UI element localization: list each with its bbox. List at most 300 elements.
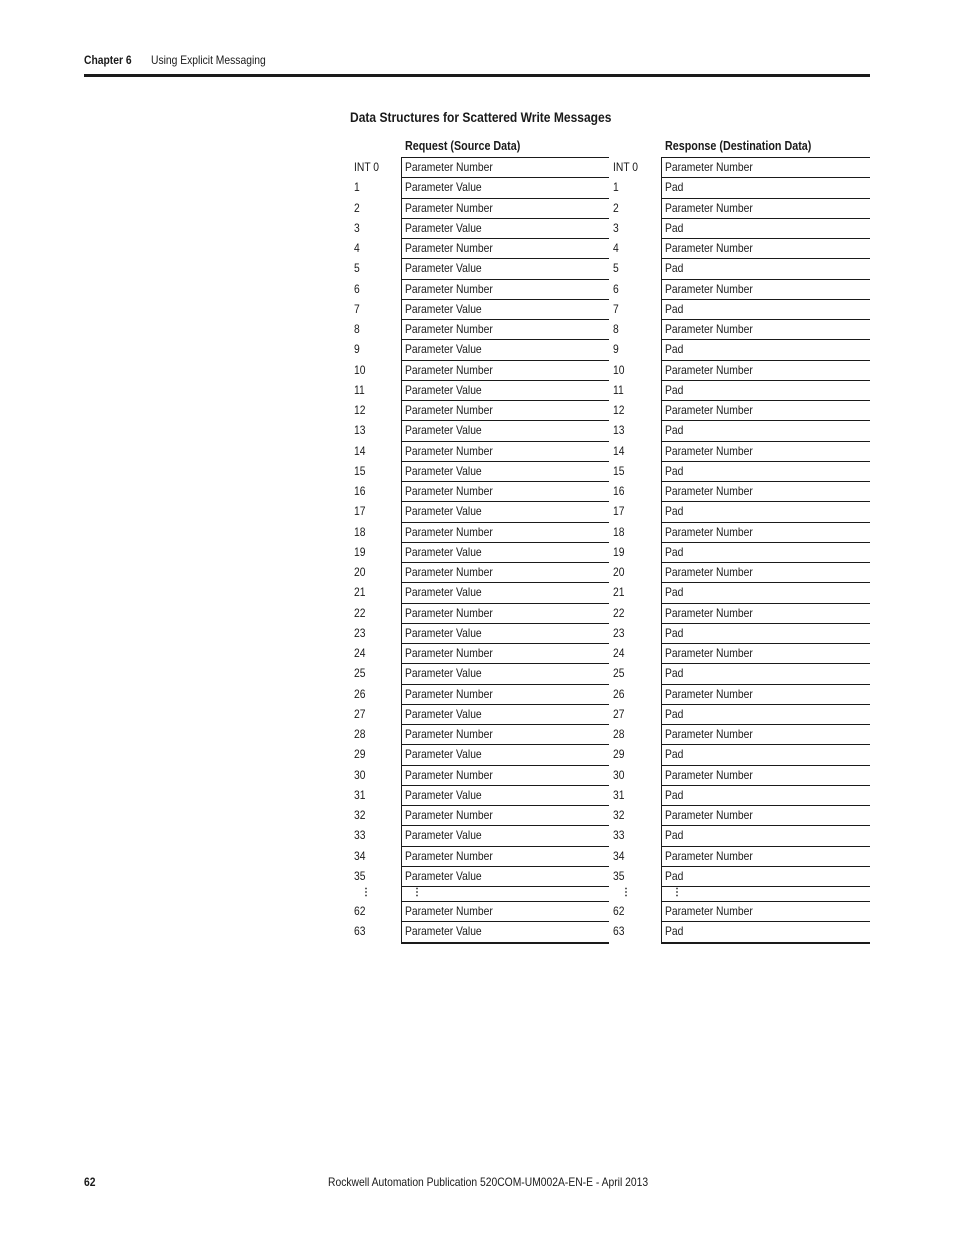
response-cell	[665, 180, 686, 194]
row-divider	[661, 724, 870, 725]
request-row-index: 31	[354, 787, 366, 802]
row-divider	[401, 744, 609, 745]
request-row-index: 7	[354, 301, 360, 316]
request-cell-text: Parameter Value	[405, 787, 482, 802]
row-divider	[401, 461, 609, 462]
response-cell	[665, 768, 767, 782]
request-cell	[405, 241, 507, 255]
request-cell-text: Parameter Number	[405, 160, 493, 174]
response-row-index: 18	[613, 524, 625, 539]
response-cell	[665, 525, 767, 539]
response-cell-text: Pad	[665, 924, 684, 939]
request-cell	[405, 727, 507, 741]
request-cell	[405, 869, 494, 883]
request-cell	[405, 302, 494, 316]
response-box-border	[661, 157, 662, 944]
response-row-index: 17	[613, 504, 625, 519]
response-row-index: 29	[613, 747, 625, 762]
index-ellipsis: ⋮	[361, 887, 371, 898]
request-cell-text: Parameter Number	[405, 646, 493, 660]
response-cell	[665, 828, 686, 842]
response-cell	[665, 747, 686, 761]
row-divider	[661, 765, 870, 766]
response-cell-text: Parameter Number	[665, 565, 753, 579]
response-row-index: 26	[613, 686, 625, 701]
request-cell-text: Parameter Value	[405, 585, 482, 600]
row-divider	[661, 299, 870, 300]
response-cell	[665, 904, 767, 918]
request-row-index: 22	[354, 605, 366, 620]
row-divider	[661, 420, 870, 421]
row-divider	[661, 501, 870, 502]
response-cell-text: Parameter Number	[665, 241, 753, 255]
response-row-index: 4	[613, 241, 619, 255]
response-cell	[665, 646, 767, 660]
request-cell	[405, 565, 507, 579]
request-row-index: 12	[354, 403, 366, 417]
response-cell-text: Parameter Number	[665, 524, 753, 539]
request-row-index: 26	[354, 686, 366, 701]
response-row-index: 25	[613, 666, 625, 681]
request-cell	[405, 585, 494, 599]
row-divider	[401, 623, 609, 624]
response-cell-text: Pad	[665, 666, 684, 681]
response-cell-text: Parameter Number	[665, 686, 753, 701]
request-cell	[405, 525, 507, 539]
row-divider	[661, 218, 870, 219]
request-cell	[405, 545, 494, 559]
row-divider	[661, 623, 870, 624]
request-cell	[405, 221, 494, 235]
table-title: Data Structures for Scattered Write Messages	[350, 109, 612, 125]
request-cell-text: Parameter Number	[405, 605, 493, 620]
request-row-index: 62	[354, 904, 366, 918]
request-cell	[405, 363, 507, 377]
request-cell	[405, 646, 507, 660]
row-divider	[661, 886, 870, 887]
response-cell-text: Parameter Number	[665, 727, 753, 741]
request-cell	[405, 904, 507, 918]
response-cell	[665, 261, 686, 275]
request-cell	[405, 464, 494, 478]
response-cell	[665, 924, 686, 938]
row-divider	[661, 785, 870, 786]
row-divider	[401, 886, 609, 887]
request-cell-text: Parameter Value	[405, 463, 482, 478]
response-cell-text: Pad	[665, 261, 684, 276]
row-divider	[401, 177, 609, 178]
response-row-index: 28	[613, 727, 625, 741]
row-divider	[661, 603, 870, 604]
request-cell-text: Parameter Value	[405, 382, 482, 397]
response-cell-text: Pad	[665, 301, 684, 316]
response-row-index: INT 0	[613, 160, 639, 174]
request-cell-text: Parameter Value	[405, 625, 482, 640]
row-divider	[401, 684, 609, 685]
row-divider	[401, 501, 609, 502]
response-cell-text: Parameter Number	[665, 200, 753, 215]
request-row-index: 4	[354, 241, 360, 255]
request-row-index: 35	[354, 868, 366, 883]
response-cell-text: Parameter Number	[665, 904, 753, 918]
response-cell-text: Pad	[665, 544, 684, 559]
request-cell-text: Parameter Number	[405, 727, 493, 741]
row-divider	[661, 901, 870, 902]
response-cell-text: Pad	[665, 382, 684, 397]
row-divider	[401, 218, 609, 219]
response-cell-text: Pad	[665, 747, 684, 762]
response-column-header: Response (Destination Data)	[665, 139, 812, 153]
response-row-index: 13	[613, 423, 625, 438]
response-row-index: 21	[613, 585, 625, 600]
request-row-index: 25	[354, 666, 366, 681]
request-row-index: 19	[354, 544, 366, 559]
request-cell-text: Parameter Number	[405, 241, 493, 255]
request-row-index: 21	[354, 585, 366, 600]
response-cell	[665, 606, 767, 620]
response-row-index: 27	[613, 706, 625, 721]
row-divider	[661, 825, 870, 826]
chapter-title: Using Explicit Messaging	[151, 53, 266, 67]
response-cell	[665, 545, 686, 559]
row-divider	[401, 846, 609, 847]
row-divider	[661, 400, 870, 401]
request-cell	[405, 626, 494, 640]
response-row-index: 33	[613, 828, 625, 843]
request-cell	[405, 403, 507, 417]
response-cell	[665, 626, 686, 640]
request-cell-text: Parameter Number	[405, 524, 493, 539]
table-border	[401, 157, 609, 158]
response-cell-text: Parameter Number	[665, 403, 753, 417]
request-cell-text: Parameter Value	[405, 342, 482, 357]
request-cell	[405, 261, 494, 275]
response-cell	[665, 160, 767, 174]
response-cell-text: Pad	[665, 342, 684, 357]
response-cell	[665, 585, 686, 599]
row-divider	[401, 400, 609, 401]
row-divider	[401, 825, 609, 826]
row-divider	[661, 258, 870, 259]
row-divider	[661, 805, 870, 806]
response-row-index: 16	[613, 484, 625, 498]
request-row-index: 30	[354, 767, 366, 782]
response-row-index: 15	[613, 463, 625, 478]
response-cell-text: Parameter Number	[665, 362, 753, 377]
row-divider	[401, 319, 609, 320]
row-divider	[401, 663, 609, 664]
response-row-index: 32	[613, 808, 625, 822]
response-row-index: 14	[613, 443, 625, 458]
row-divider	[661, 177, 870, 178]
response-cell-text: Pad	[665, 463, 684, 478]
request-cell-text: Parameter Number	[405, 767, 493, 782]
response-row-index: 7	[613, 301, 619, 316]
row-divider	[401, 258, 609, 259]
response-cell	[665, 403, 767, 417]
response-cell-text: Pad	[665, 504, 684, 519]
response-cell	[665, 302, 686, 316]
row-divider	[661, 744, 870, 745]
response-cell	[665, 363, 767, 377]
request-cell	[405, 484, 507, 498]
request-row-index: 6	[354, 281, 360, 296]
row-divider	[661, 198, 870, 199]
response-cell	[665, 444, 767, 458]
response-cell	[665, 423, 686, 437]
response-cell	[665, 727, 767, 741]
request-cell-text: Parameter Value	[405, 220, 482, 235]
response-cell-text: Parameter Number	[665, 646, 753, 660]
request-cell-text: Parameter Value	[405, 747, 482, 762]
row-divider	[661, 441, 870, 442]
row-divider	[661, 522, 870, 523]
request-cell-text: Parameter Number	[405, 443, 493, 458]
response-cell	[665, 342, 686, 356]
request-cell-text: Parameter Number	[405, 281, 493, 296]
request-row-index: 2	[354, 200, 360, 215]
request-cell-text: Parameter Number	[405, 322, 493, 336]
row-divider	[661, 339, 870, 340]
request-cell	[405, 383, 494, 397]
response-row-index: 10	[613, 362, 625, 377]
row-divider	[401, 901, 609, 902]
response-cell	[665, 504, 686, 518]
request-column-header: Request (Source Data)	[405, 139, 521, 153]
request-row-index: 33	[354, 828, 366, 843]
response-cell	[665, 666, 686, 680]
request-cell-text: Parameter Number	[405, 808, 493, 822]
request-cell	[405, 666, 494, 680]
row-divider	[661, 663, 870, 664]
response-row-index: 1	[613, 180, 619, 195]
response-row-index: 24	[613, 646, 625, 660]
row-divider	[401, 522, 609, 523]
response-cell	[665, 322, 767, 336]
response-row-index: 9	[613, 342, 619, 357]
request-row-index: 20	[354, 565, 366, 579]
response-cell-text: Parameter Number	[665, 281, 753, 296]
row-divider	[661, 846, 870, 847]
request-row-index: 23	[354, 625, 366, 640]
request-row-index: 9	[354, 342, 360, 357]
response-row-index: 3	[613, 220, 619, 235]
request-box-border	[401, 157, 402, 944]
response-cell-text: Pad	[665, 585, 684, 600]
request-cell-text: Parameter Number	[405, 686, 493, 701]
request-cell-text: Parameter Value	[405, 504, 482, 519]
request-cell	[405, 808, 507, 822]
row-divider	[661, 921, 870, 922]
request-row-index: INT 0	[354, 160, 380, 174]
request-row-index: 10	[354, 362, 366, 377]
response-cell	[665, 849, 767, 863]
request-row-index: 32	[354, 808, 366, 822]
request-cell	[405, 282, 507, 296]
response-cell-text: Pad	[665, 220, 684, 235]
request-cell-text: Parameter Value	[405, 261, 482, 276]
row-divider	[401, 562, 609, 563]
row-divider	[661, 684, 870, 685]
request-cell	[405, 504, 494, 518]
response-cell-text: Parameter Number	[665, 605, 753, 620]
response-cell-text: Parameter Number	[665, 767, 753, 782]
row-divider	[401, 380, 609, 381]
request-cell	[405, 180, 494, 194]
request-ellipsis: ⋮	[412, 887, 422, 898]
publication-info: Rockwell Automation Publication 520COM-UM002A-EN-E - April 2013	[328, 1175, 649, 1189]
request-cell	[405, 342, 494, 356]
request-row-index: 34	[354, 848, 366, 863]
response-row-index: 35	[613, 868, 625, 883]
row-divider	[661, 562, 870, 563]
page-number: 62	[84, 1175, 96, 1189]
request-cell	[405, 768, 507, 782]
request-cell	[405, 687, 507, 701]
response-cell-text: Parameter Number	[665, 808, 753, 822]
row-divider	[401, 279, 609, 280]
row-divider	[661, 582, 870, 583]
response-cell	[665, 707, 686, 721]
response-cell-text: Pad	[665, 180, 684, 195]
request-cell-text: Parameter Value	[405, 706, 482, 721]
request-cell	[405, 788, 494, 802]
response-cell-text: Pad	[665, 706, 684, 721]
request-cell	[405, 160, 507, 174]
response-cell-text: Parameter Number	[665, 160, 753, 174]
response-cell	[665, 788, 686, 802]
row-divider	[401, 582, 609, 583]
request-cell-text: Parameter Number	[405, 403, 493, 417]
row-divider	[401, 866, 609, 867]
request-cell-text: Parameter Value	[405, 180, 482, 195]
response-cell-text: Parameter Number	[665, 848, 753, 863]
request-cell-text: Parameter Number	[405, 904, 493, 918]
request-row-index: 3	[354, 220, 360, 235]
request-row-index: 63	[354, 924, 366, 939]
request-cell	[405, 924, 494, 938]
response-cell-text: Parameter Number	[665, 484, 753, 498]
request-cell	[405, 849, 507, 863]
response-cell	[665, 383, 686, 397]
request-row-index: 27	[354, 706, 366, 721]
request-cell	[405, 201, 507, 215]
request-row-index: 17	[354, 504, 366, 519]
request-cell-text: Parameter Value	[405, 868, 482, 883]
row-divider	[401, 299, 609, 300]
response-row-index: 23	[613, 625, 625, 640]
response-row-index: 5	[613, 261, 619, 276]
row-divider	[401, 704, 609, 705]
row-divider	[661, 279, 870, 280]
response-row-index: 63	[613, 924, 625, 939]
request-row-index: 5	[354, 261, 360, 276]
row-divider	[661, 238, 870, 239]
request-cell	[405, 747, 494, 761]
row-divider	[401, 441, 609, 442]
request-row-index: 8	[354, 322, 360, 336]
row-divider	[661, 360, 870, 361]
request-cell-text: Parameter Number	[405, 565, 493, 579]
response-row-index: 22	[613, 605, 625, 620]
request-row-index: 24	[354, 646, 366, 660]
response-row-index: 19	[613, 544, 625, 559]
response-cell-text: Parameter Number	[665, 443, 753, 458]
response-row-index: 34	[613, 848, 625, 863]
row-divider	[401, 765, 609, 766]
request-row-index: 18	[354, 524, 366, 539]
response-row-index: 11	[613, 382, 624, 397]
request-cell-text: Parameter Value	[405, 666, 482, 681]
row-divider	[661, 461, 870, 462]
request-cell	[405, 606, 507, 620]
request-row-index: 15	[354, 463, 366, 478]
request-row-index: 28	[354, 727, 366, 741]
response-cell-text: Parameter Number	[665, 322, 753, 336]
response-cell-text: Pad	[665, 625, 684, 640]
response-cell	[665, 687, 767, 701]
row-divider	[401, 643, 609, 644]
response-cell-text: Pad	[665, 828, 684, 843]
request-cell	[405, 423, 494, 437]
response-cell	[665, 282, 767, 296]
response-cell-text: Pad	[665, 423, 684, 438]
request-cell-text: Parameter Number	[405, 484, 493, 498]
response-cell-text: Pad	[665, 868, 684, 883]
row-divider	[661, 704, 870, 705]
row-divider	[661, 542, 870, 543]
response-cell-text: Pad	[665, 787, 684, 802]
request-cell	[405, 444, 507, 458]
request-cell-text: Parameter Value	[405, 544, 482, 559]
row-divider	[661, 942, 870, 944]
row-divider	[401, 198, 609, 199]
row-divider	[401, 238, 609, 239]
request-row-index: 13	[354, 423, 366, 438]
response-cell	[665, 464, 686, 478]
row-divider	[401, 339, 609, 340]
response-cell	[665, 241, 767, 255]
response-row-index: 12	[613, 403, 625, 417]
row-divider	[661, 481, 870, 482]
row-divider	[401, 921, 609, 922]
request-cell	[405, 828, 494, 842]
request-cell-text: Parameter Value	[405, 924, 482, 939]
row-divider	[401, 420, 609, 421]
response-row-index: 30	[613, 767, 625, 782]
response-cell	[665, 565, 767, 579]
request-cell-text: Parameter Value	[405, 828, 482, 843]
request-row-index: 16	[354, 484, 366, 498]
request-cell-text: Parameter Number	[405, 200, 493, 215]
request-cell	[405, 322, 507, 336]
row-divider	[401, 724, 609, 725]
row-divider	[661, 319, 870, 320]
response-cell	[665, 869, 686, 883]
chapter-label: Chapter 6	[84, 53, 132, 67]
request-cell-text: Parameter Number	[405, 362, 493, 377]
response-row-index: 62	[613, 904, 625, 918]
request-cell	[405, 707, 494, 721]
row-divider	[401, 542, 609, 543]
table-border	[661, 157, 870, 158]
request-row-index: 1	[354, 180, 360, 195]
request-row-index: 14	[354, 443, 366, 458]
request-cell-text: Parameter Value	[405, 423, 482, 438]
response-ellipsis: ⋮	[672, 887, 682, 898]
request-cell-text: Parameter Number	[405, 848, 493, 863]
request-row-index: 29	[354, 747, 366, 762]
